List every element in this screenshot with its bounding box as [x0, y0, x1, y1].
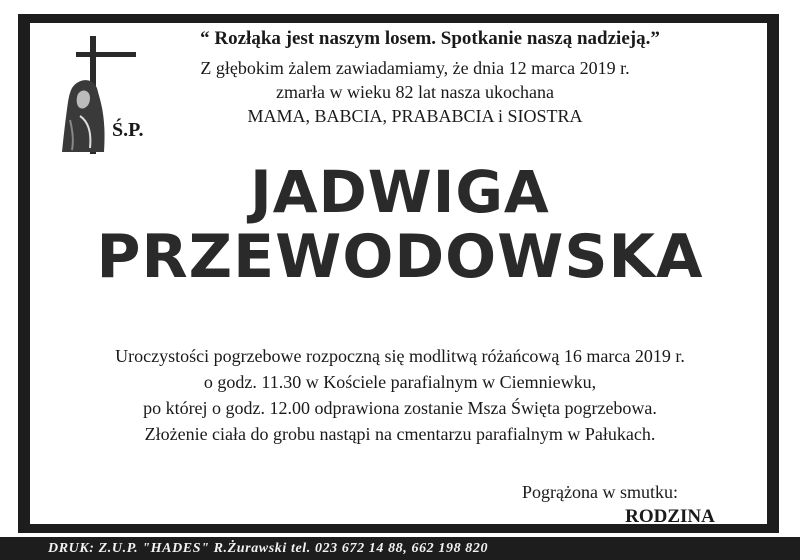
ceremony-line: Złożenie ciała do grobu nastąpi na cmentarzu parafialnym w Pałukach.: [144, 424, 656, 444]
intro-line: zmarła w wieku 82 lat nasza ukochana: [276, 82, 554, 102]
ceremony-line: po której o godz. 12.00 odprawiona zostanie Msza Święta pogrzebowa.: [143, 398, 657, 418]
intro-paragraph: [60, 56, 770, 128]
sp-abbreviation: Ś.P.: [112, 119, 144, 141]
ceremony-line: o godz. 11.30 w Kościele parafialnym w Ciemniewku,: [203, 372, 597, 392]
intro-line: Z głębokim żalem zawiadamiamy, że dnia 12 marca 2019 r.: [200, 58, 630, 78]
printer-footer: DRUK: Z.U.P. "HADES" R.Żurawski tel. 023 672 14 88, 662 198 820: [0, 537, 800, 560]
ceremony-line: Uroczystości pogrzebowe rozpoczną się modlitwą różańcową 16 marca 2019 r.: [115, 346, 685, 366]
mourning-label: Pogrążona w smutku:: [522, 482, 678, 502]
last-name: PRZEWODOWSKA: [96, 222, 704, 292]
quote-text: “ Rozłąka jest naszym losem. Spotkanie naszą nadzieją.”: [200, 28, 660, 49]
ceremony-paragraph: [0, 343, 800, 447]
intro-line: MAMA, BABCIA, PRABABCIA i SIOSTRA: [247, 106, 583, 126]
family-signature: RODZINA: [625, 506, 715, 527]
first-name: JADWIGA: [250, 158, 550, 226]
